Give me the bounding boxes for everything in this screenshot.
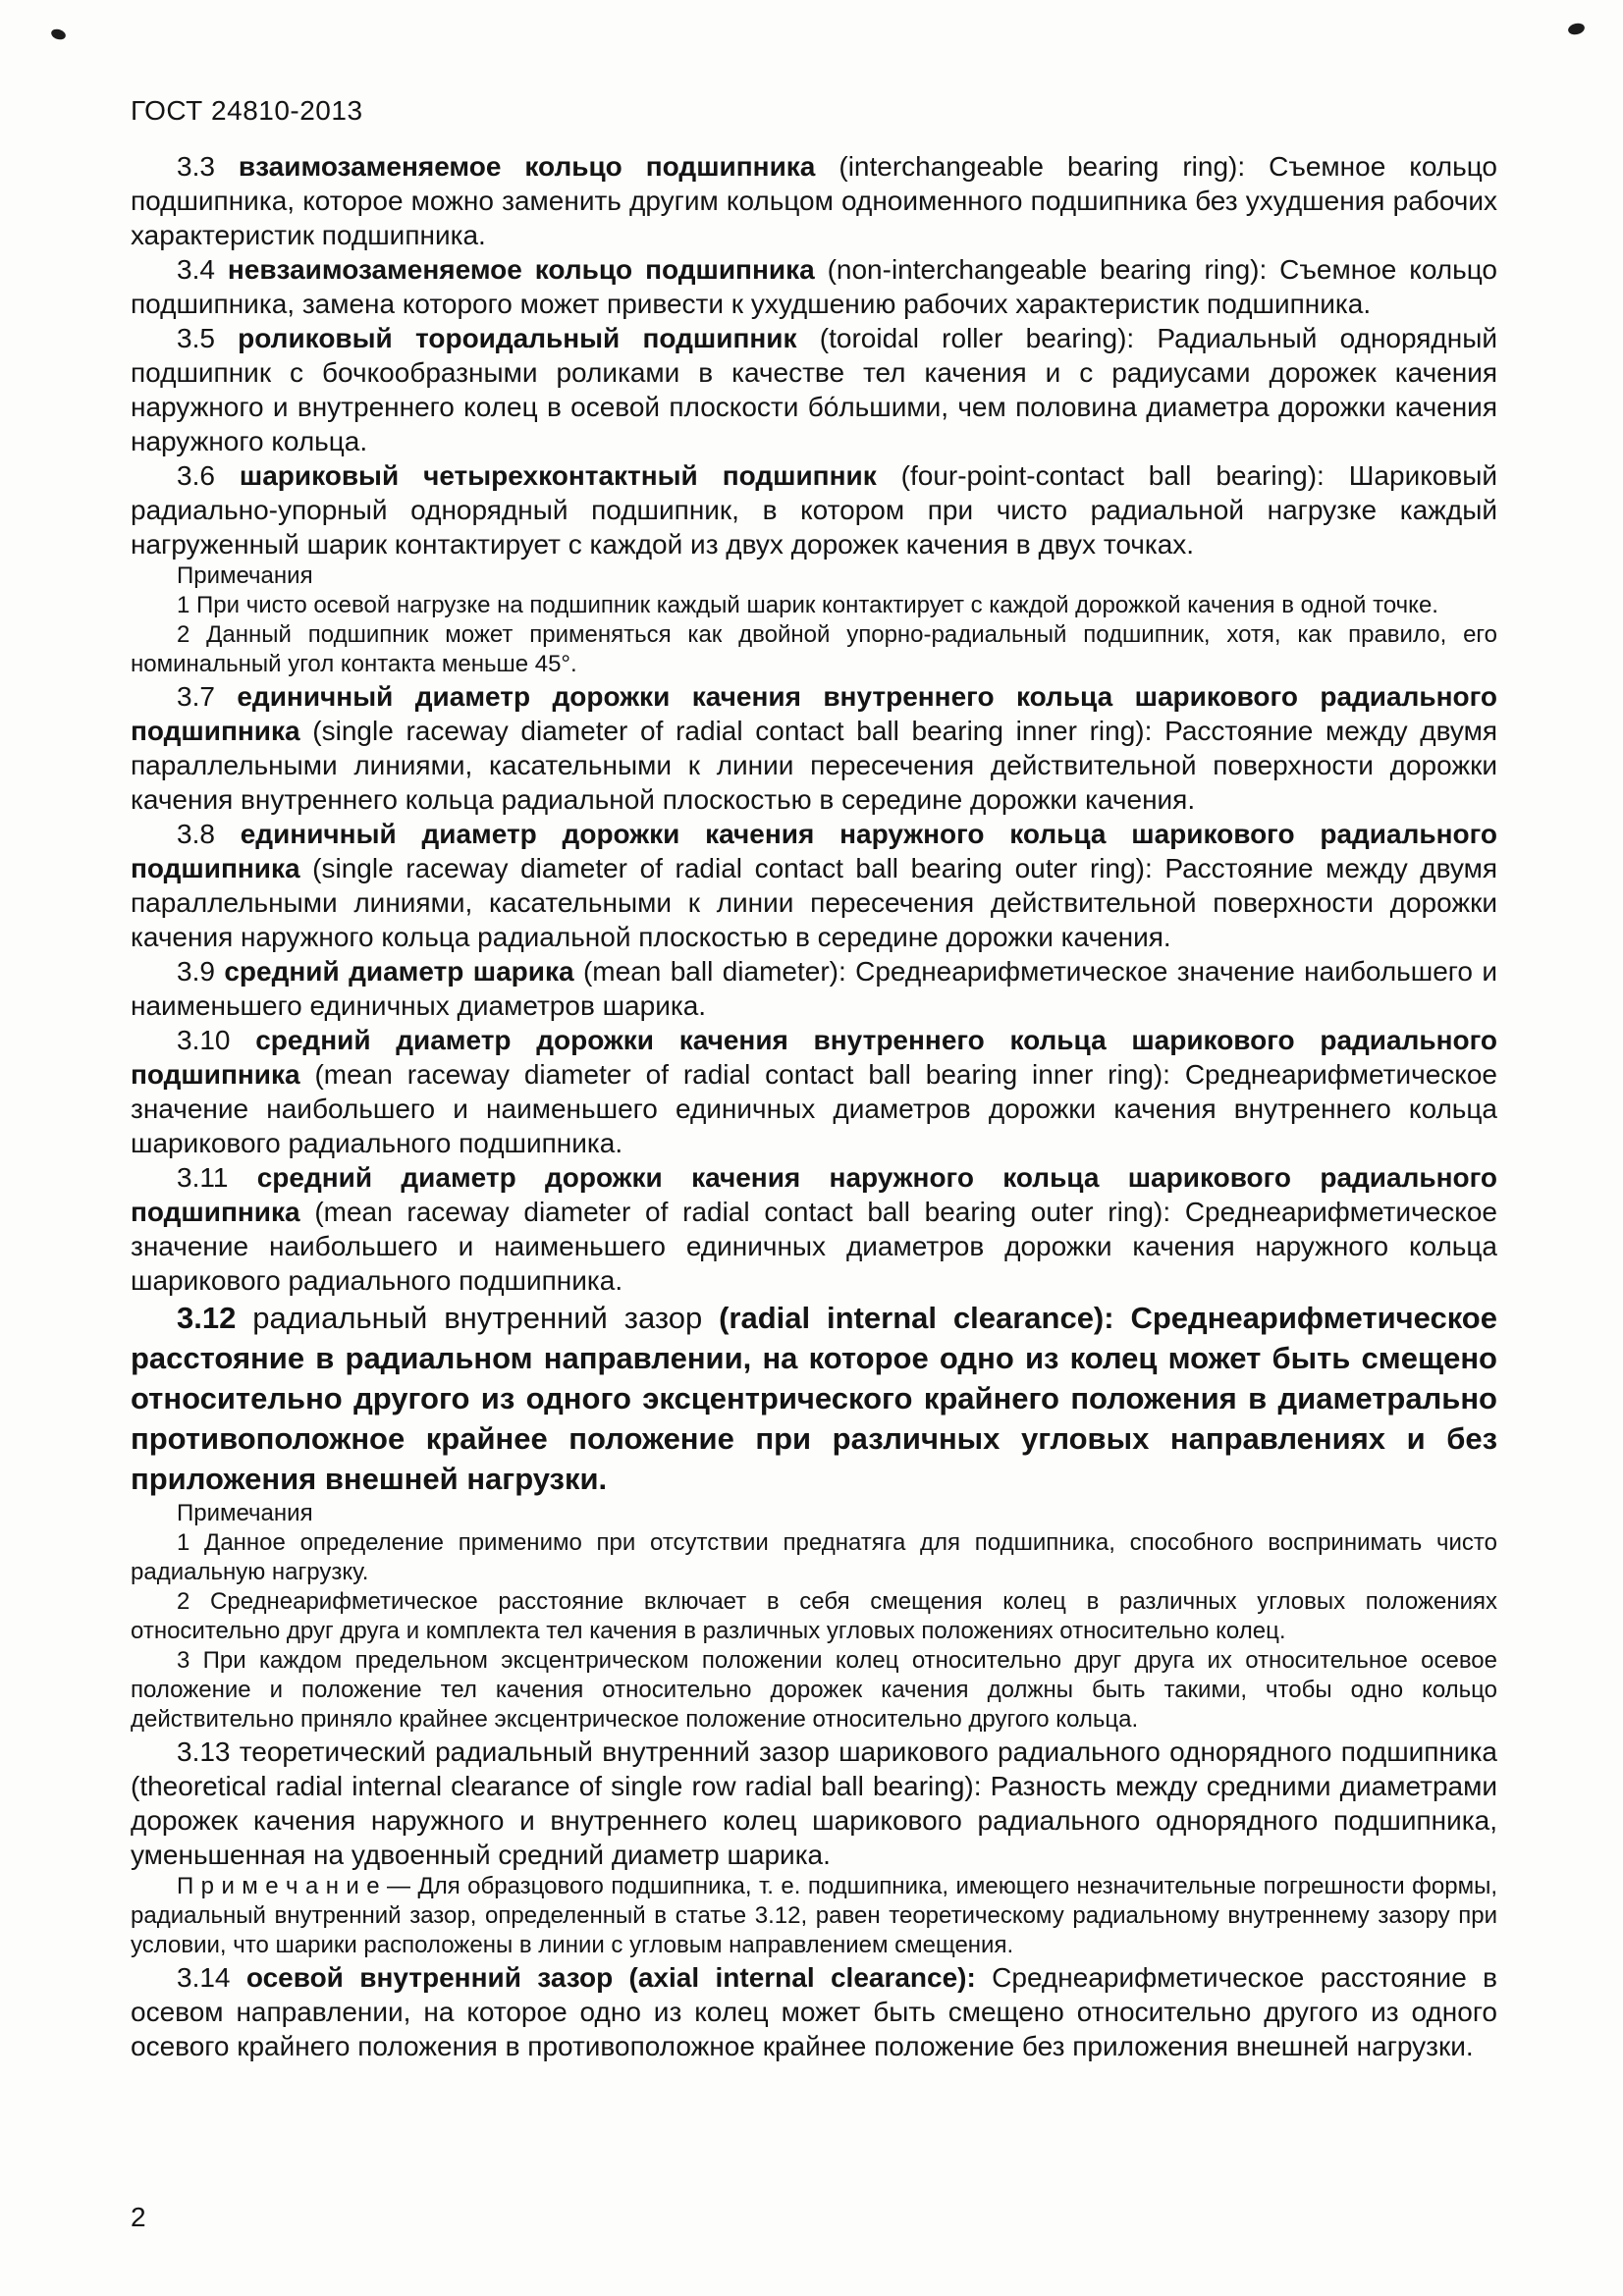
paragraph: 3.10 средний диаметр дорожки качения внутреннего кольца шарикового радиального подшипника (mean raceway diameter of radial contact ball bearing inner ring): Среднеарифметическое значение наибольшего и наименьшего единичных диаметров дорожки качения внутреннего кольца шарикового радиального подшипника.	[131, 1025, 1497, 1158]
paragraph: Примечания	[177, 562, 313, 589]
document-header: ГОСТ 24810-2013	[131, 95, 363, 126]
paragraph: 3.9 средний диаметр шарика (mean ball diameter): Среднеарифметическое значение наибольшего и наименьшего единичных диаметров шарика.	[131, 956, 1498, 1021]
paragraph: П р и м е ч а н и е — Для образцового подшипника, т. е. подшипника, имеющего незначительные погрешности формы, радиальный внутренний зазор, определенный в статье 3.12, равен теоретическому радиальному внутреннему зазору при условии, что шарики расположены в линии с угловым направлением смещения.	[131, 1873, 1497, 1958]
paragraph: 3.11 средний диаметр дорожки качения наружного кольца шарикового радиального подшипника (mean raceway diameter of radial contact ball bearing outer ring): Среднеарифметическое значение наибольшего и наименьшего единичных диаметров дорожки качения наружного кольца шарикового радиального подшипника.	[131, 1162, 1497, 1296]
paragraph: 2 Данный подшипник может применяться как двойной упорно-радиальный подшипник, хотя, как правило, его номинальный угол контакта меньше 45°.	[131, 621, 1497, 677]
paragraph: 2 Среднеарифметическое расстояние включает в себя смещения колец в различных угловых положениях относительно друг друга и комплекта тел качения в различных угловых положениях относительно колец.	[131, 1588, 1497, 1644]
paragraph: Примечания	[177, 1500, 313, 1526]
paragraph: 1 Данное определение применимо при отсутствии преднатяга для подшипника, способного воспринимать чисто радиальную нагрузку.	[131, 1529, 1497, 1585]
paragraph: 3.6 шариковый четырехконтактный подшипник (four-point-contact ball bearing): Шариковый радиально-упорный однорядный подшипник, в котором при чисто радиальной нагрузке каждый нагруженный шарик контактирует с каждой из двух дорожек качения в двух точках.	[131, 460, 1497, 560]
page-number: 2	[131, 2202, 146, 2232]
scan-artifact-right-icon	[1567, 22, 1586, 36]
paragraph: 3.12 радиальный внутренний зазор (radial internal clearance): Среднеарифметическое расстояние в радиальном направлении, на которое одно из колец может быть смещено относительно другого из одного эксцентрического крайнего положения в диаметрально противоположное крайнее положение при различных угловых направлениях и без приложения внешней нагрузки.	[131, 1301, 1497, 1496]
paragraph: 3 При каждом предельном эксцентрическом положении колец относительно друг друга их относительное осевое положение и положение тел качения относительно дорожек качения должны быть такими, чтобы одно кольцо действительно приняло крайнее эксцентрическое положение относительно другого кольца.	[131, 1647, 1497, 1733]
paragraph: 3.13 теоретический радиальный внутренний зазор шарикового радиального однорядного подшипника (theoretical radial internal clearance of single row radial ball bearing): Разность между средними диаметрами дорожек качения наружного и внутреннего колец шарикового радиального однорядного подшипника, уменьшенная на удвоенный средний диаметр шарика.	[131, 1736, 1497, 1870]
paragraph: 3.8 единичный диаметр дорожки качения наружного кольца шарикового радиального подшипника (single raceway diameter of radial contact ball bearing outer ring): Расстояние между двумя параллельными линиями, касательными к линии пересечения действительной поверхности дорожки качения наружного кольца радиальной плоскостью в середине дорожки качения.	[131, 819, 1498, 952]
paragraph: 3.7 единичный диаметр дорожки качения внутреннего кольца шарикового радиального подшипника (single raceway diameter of radial contact ball bearing inner ring): Расстояние между двумя параллельными линиями, касательными к линии пересечения действительной поверхности дорожки качения внутреннего кольца радиальной плоскостью в середине дорожки качения.	[131, 681, 1497, 815]
paragraph: 3.4 невзаимозаменяемое кольцо подшипника (non-interchangeable bearing ring): Съемное кольцо подшипника, замена которого может привести к ухудшению рабочих характеристик подшипника.	[131, 254, 1497, 319]
document-content	[131, 94, 1497, 2063]
document-body	[131, 149, 1497, 2063]
paragraph: 3.3 взаимозаменяемое кольцо подшипника (interchangeable bearing ring): Съемное кольцо подшипника, которое можно заменить другим кольцом одноименного подшипника без ухудшения рабочих характеристик подшипника.	[131, 151, 1497, 250]
paragraph: 3.14 осевой внутренний зазор (axial internal clearance): Среднеарифметическое расстояние в осевом направлении, на которое одно из колец может быть смещено относительно другого из одного осевого крайнего положения в противоположное крайнее положение без приложения внешней нагрузки.	[131, 1962, 1497, 2061]
paragraph: 1 При чисто осевой нагрузке на подшипник каждый шарик контактирует с каждой дорожкой качения в одной точке.	[177, 592, 1438, 618]
paragraph: 3.5 роликовый тороидальный подшипник (toroidal roller bearing): Радиальный однорядный подшипник с бочкообразными роликами в качестве тел качения и с радиусами дорожек качения наружного и внутреннего колец в осевой плоскости бо́льшими, чем половина диаметра дорожки качения наружного кольца.	[131, 323, 1497, 456]
scan-artifact-left-icon	[50, 27, 67, 41]
